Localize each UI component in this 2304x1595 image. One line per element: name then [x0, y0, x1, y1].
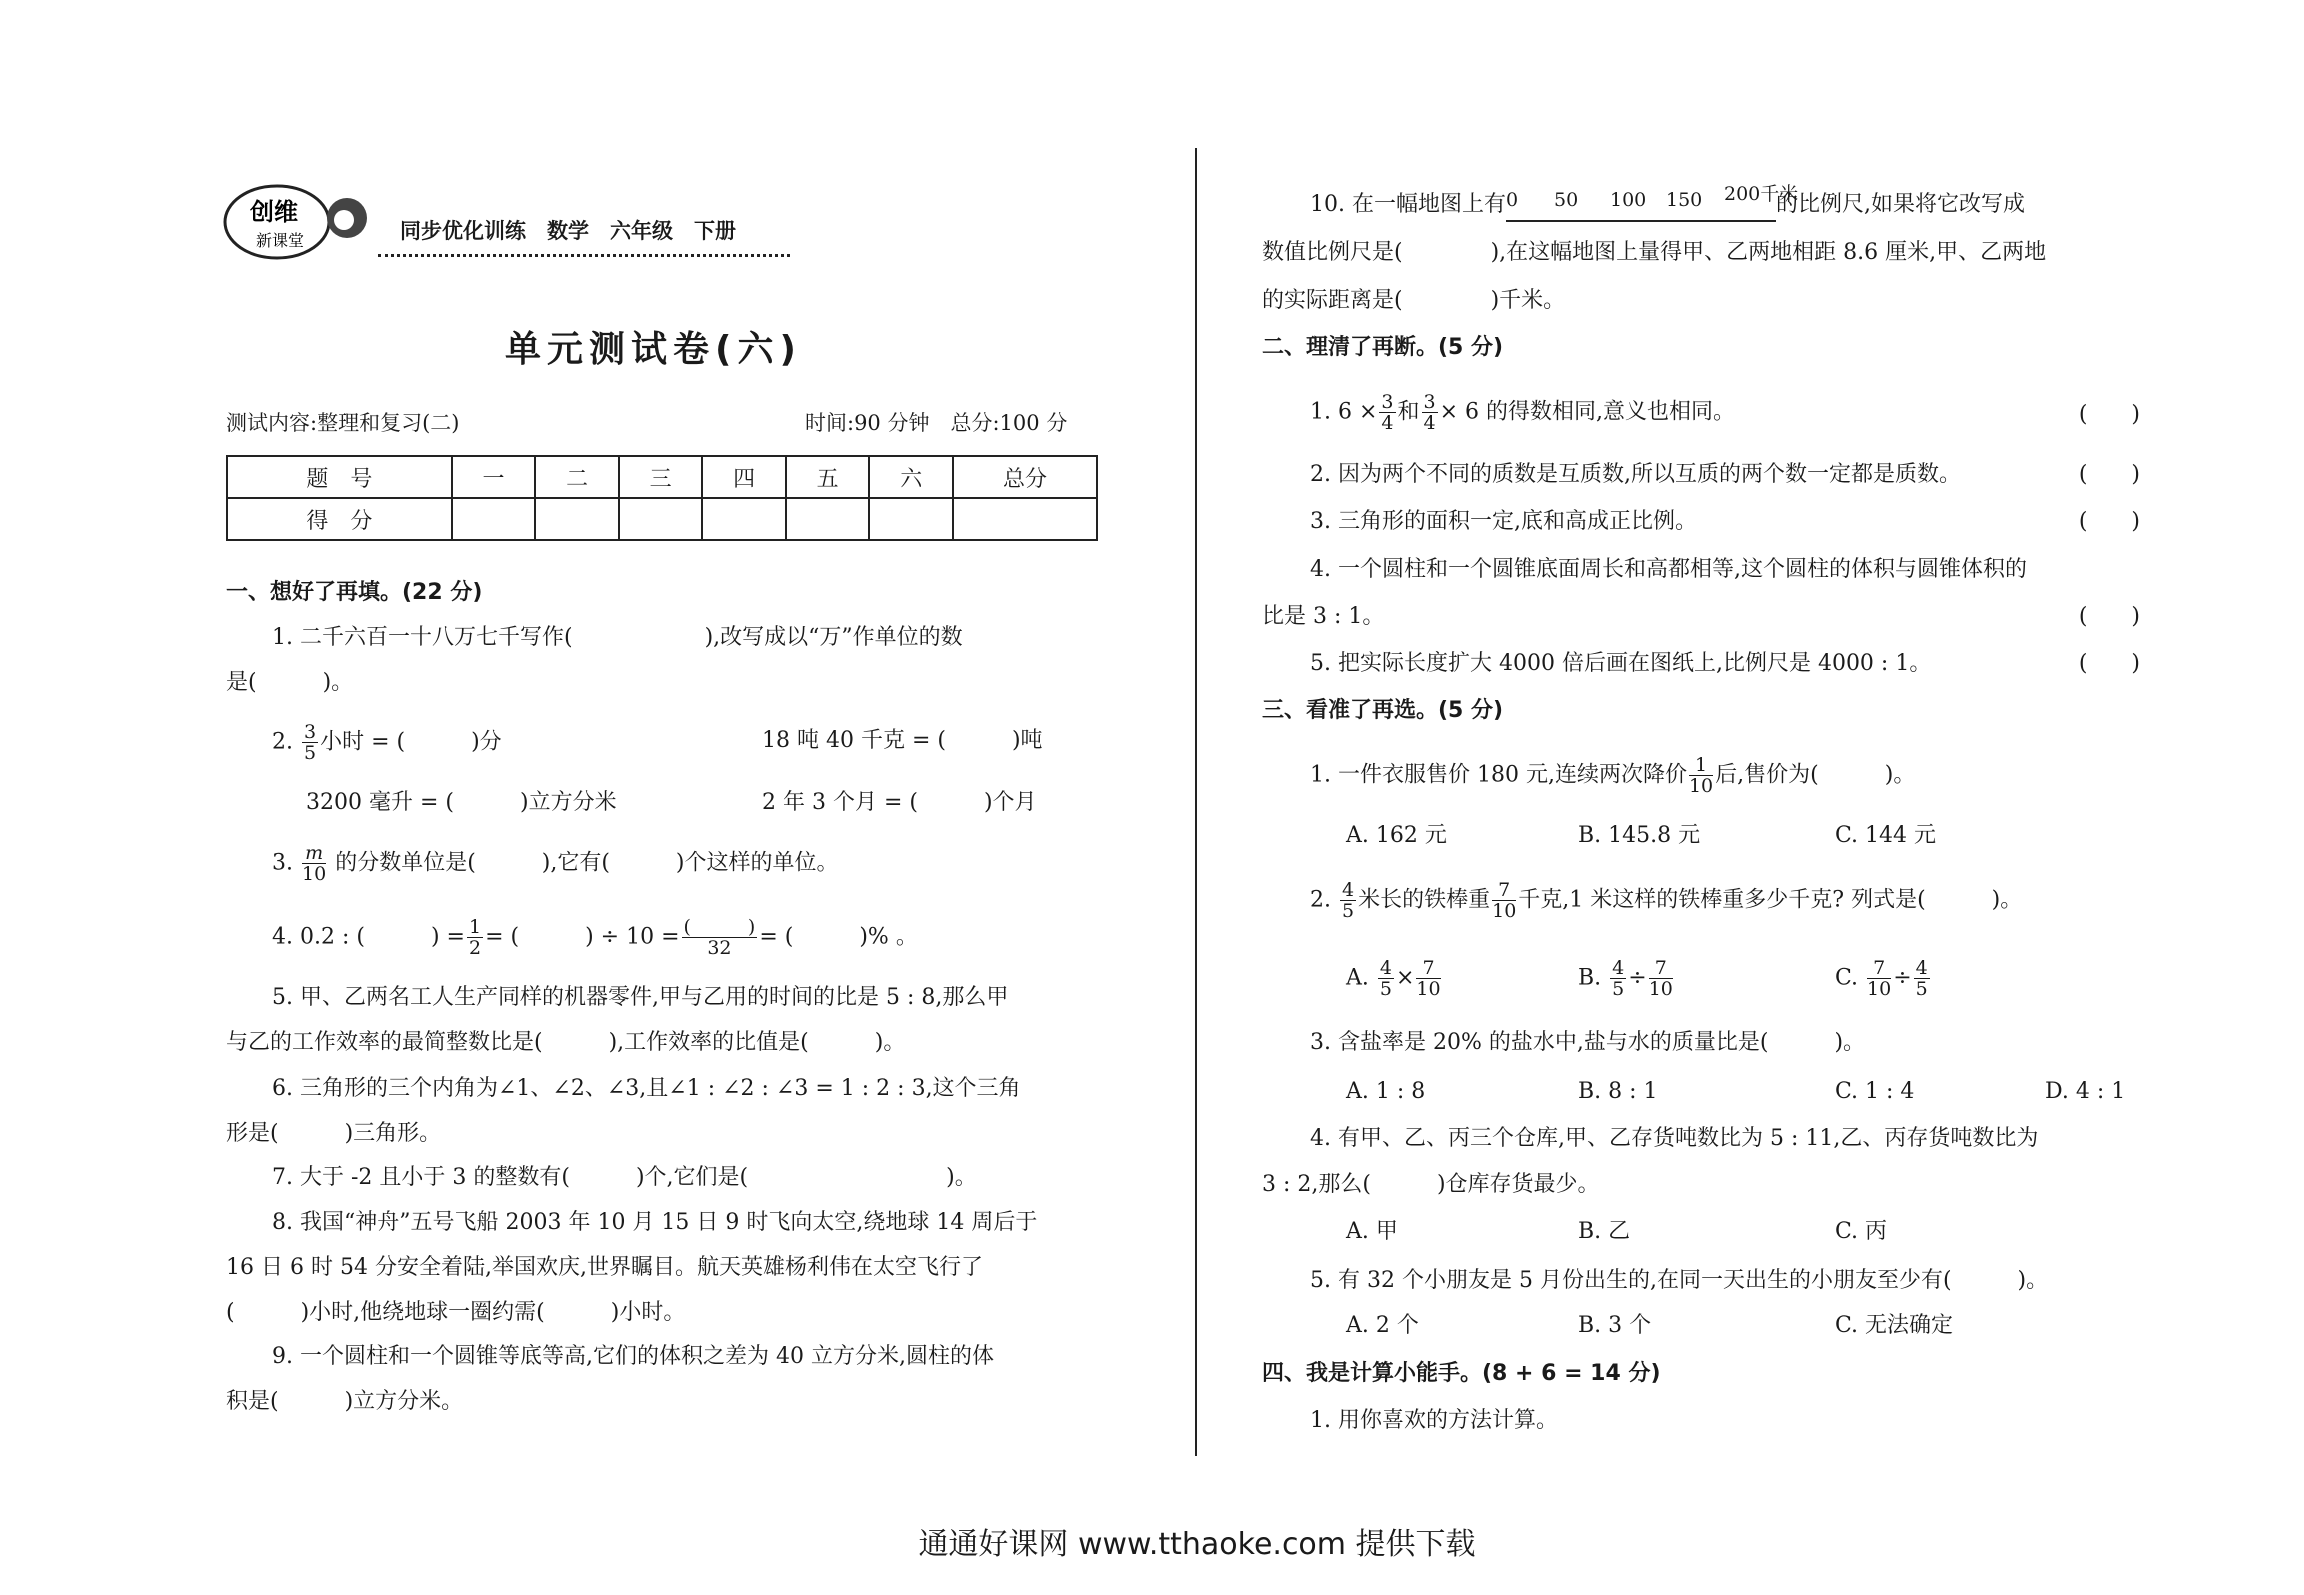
- test-time-score: 时间:90 分钟 总分:100 分: [805, 411, 1068, 435]
- table-cell: 三: [619, 456, 703, 498]
- option[interactable]: C. $\frac{7}{10}$ ÷ $\frac{4}{5}$: [1835, 957, 1928, 1000]
- question: 2. $\frac{4}{5}$ 米长的铁棒重 $\frac{7}{10}$ 千克,1 米这样的铁棒重多少千克? 列式是( )。: [1310, 879, 2023, 922]
- question: 5. 甲、乙两名工人生产同样的机器零件,甲与乙用的时间的比是 5 : 8,那么甲: [272, 985, 1009, 1010]
- question: 2 年 3 个月 = ( )个月: [762, 790, 1037, 815]
- question: 1. 一件衣服售价 180 元,连续两次降价 $\frac{1}{10}$ 后,售价为( )。: [1310, 754, 1916, 797]
- table-cell: 五: [786, 456, 870, 498]
- table-row: [227, 456, 1097, 498]
- table-row: [227, 498, 1097, 540]
- score-cell[interactable]: [786, 498, 870, 540]
- question: 2. 因为两个不同的质数是互质数,所以互质的两个数一定都是质数。 ( ): [1310, 460, 2140, 490]
- option[interactable]: B. 145.8 元: [1578, 823, 1701, 848]
- question: 形是( )三角形。: [226, 1121, 442, 1146]
- question: 积是( )立方分米。: [226, 1389, 464, 1414]
- question: 1. 6 × $\frac{3}{4}$ 和 $\frac{3}{4}$ × 6 的得数相同,意义也相同。 ( ): [1310, 391, 2140, 434]
- table-cell: 二: [535, 456, 619, 498]
- question: 16 日 6 时 54 分安全着陆,举国欢庆,世界瞩目。航天英雄杨利伟在太空飞行了: [226, 1255, 983, 1280]
- section-3-heading: 三、看准了再选。(5 分): [1262, 698, 1504, 723]
- table-cell: 得 分: [227, 498, 452, 540]
- section-1-heading: 一、想好了再填。(22 分): [226, 580, 483, 605]
- question: 10. 在一幅地图上有 0 50 100 150 200千米 的比例尺,如果将它改写成: [1310, 190, 2025, 222]
- svg-text:新课堂: 新课堂: [256, 231, 305, 250]
- question: 是( )。: [226, 670, 354, 695]
- question: 3. 三角形的面积一定,底和高成正比例。 ( ): [1310, 507, 2140, 537]
- score-cell[interactable]: [869, 498, 953, 540]
- option[interactable]: A. 1 : 8: [1346, 1079, 1426, 1104]
- option[interactable]: B. 乙: [1578, 1219, 1631, 1244]
- logo: [222, 180, 382, 262]
- footer-watermark: 通通好课网 www.tthaoke.com 提供下载: [918, 1527, 1476, 1562]
- question: 与乙的工作效率的最简整数比是( ),工作效率的比值是( )。: [226, 1030, 906, 1055]
- option[interactable]: B. 8 : 1: [1578, 1079, 1658, 1104]
- table-cell: 六: [869, 456, 953, 498]
- option[interactable]: A. $\frac{4}{5}$ × $\frac{7}{10}$: [1346, 957, 1441, 1000]
- option[interactable]: C. 丙: [1835, 1219, 1888, 1244]
- question: 6. 三角形的三个内角为∠1、∠2、∠3,且∠1 : ∠2 : ∠3 = 1 : 2 : 3,这个三角: [272, 1076, 1021, 1101]
- question: 3. $\frac{m}{10}$ 的分数单位是( ),它有( )个这样的单位。: [272, 842, 839, 885]
- answer-paren[interactable]: ( ): [2078, 509, 2140, 534]
- table-cell: 一: [452, 456, 536, 498]
- question: 1. 用你喜欢的方法计算。: [1310, 1408, 1558, 1433]
- answer-paren[interactable]: ( ): [2078, 604, 2140, 629]
- option[interactable]: C. 144 元: [1835, 823, 1937, 848]
- question: 的实际距离是( )千米。: [1262, 288, 1566, 313]
- section-4-heading: 四、我是计算小能手。(8 + 6 = 14 分): [1262, 1361, 1661, 1386]
- question: ( )小时,他绕地球一圈约需( )小时。: [226, 1300, 686, 1325]
- score-table: [226, 455, 1098, 541]
- score-cell[interactable]: [619, 498, 703, 540]
- score-cell[interactable]: [702, 498, 786, 540]
- question: 1. 二千六百一十八万七千写作( ),改写成以“万”作单位的数: [272, 625, 963, 650]
- table-cell: 四: [702, 456, 786, 498]
- question: 8. 我国“神舟”五号飞船 2003 年 10 月 15 日 9 时飞向太空,绕地球 14 周后于: [272, 1210, 1038, 1235]
- header-series: 同步优化训练 数学 六年级 下册: [400, 219, 736, 243]
- question: 3 : 2,那么( )仓库存货最少。: [1262, 1172, 1600, 1197]
- score-cell[interactable]: [953, 498, 1097, 540]
- test-content: 测试内容:整理和复习(二): [226, 411, 460, 435]
- option[interactable]: A. 甲: [1346, 1219, 1398, 1244]
- svg-text:创维: 创维: [250, 198, 298, 226]
- question: 7. 大于 -2 且小于 3 的整数有( )个,它们是( )。: [272, 1165, 977, 1190]
- section-2-heading: 二、理清了再断。(5 分): [1262, 335, 1504, 360]
- option[interactable]: B. $\frac{4}{5}$ ÷ $\frac{7}{10}$: [1578, 957, 1673, 1000]
- scale-bar: 0 50 100 150 200千米: [1506, 190, 1776, 222]
- question: 18 吨 40 千克 = ( )吨: [762, 728, 1043, 753]
- question: 5. 有 32 个小朋友是 5 月份出生的,在同一天出生的小朋友至少有( )。: [1310, 1268, 2049, 1293]
- question: 4. 0.2 : ( ) = $\frac{1}{2}$ = ( ) ÷ 10 = ( ) 32 = ( )% 。: [272, 916, 918, 959]
- question: 比是 3 : 1。 ( ): [1262, 602, 2140, 632]
- header-divider: [378, 254, 790, 257]
- question: 5. 把实际长度扩大 4000 倍后画在图纸上,比例尺是 4000 : 1。 ( ): [1310, 649, 2140, 679]
- table-cell: 总分: [953, 456, 1097, 498]
- page-title: 单元测试卷(六): [505, 329, 802, 370]
- score-cell[interactable]: [452, 498, 536, 540]
- question: 4. 一个圆柱和一个圆锥底面周长和高都相等,这个圆柱的体积与圆锥体积的: [1310, 557, 2027, 582]
- option[interactable]: A. 162 元: [1346, 823, 1447, 848]
- option[interactable]: C. 1 : 4: [1835, 1079, 1915, 1104]
- question: 数值比例尺是( ),在这幅地图上量得甲、乙两地相距 8.6 厘米,甲、乙两地: [1262, 240, 2047, 265]
- option[interactable]: A. 2 个: [1346, 1313, 1419, 1338]
- question: 9. 一个圆柱和一个圆锥等底等高,它们的体积之差为 40 立方分米,圆柱的体: [272, 1344, 994, 1369]
- answer-paren[interactable]: ( ): [2078, 462, 2140, 487]
- score-cell[interactable]: [535, 498, 619, 540]
- answer-paren[interactable]: ( ): [2078, 651, 2140, 676]
- option[interactable]: C. 无法确定: [1835, 1313, 1954, 1338]
- table-cell: 题 号: [227, 456, 452, 498]
- question: 3200 毫升 = ( )立方分米: [306, 790, 617, 815]
- option[interactable]: B. 3 个: [1578, 1313, 1652, 1338]
- column-divider: [1195, 148, 1197, 1456]
- question: 3. 含盐率是 20% 的盐水中,盐与水的质量比是( )。: [1310, 1030, 1866, 1055]
- question: 4. 有甲、乙、丙三个仓库,甲、乙存货吨数比为 5 : 11,乙、丙存货吨数比为: [1310, 1126, 2039, 1151]
- question: 2. $\frac{3}{5}$ 小时 = ( )分: [272, 721, 502, 764]
- option[interactable]: D. 4 : 1: [2045, 1079, 2126, 1104]
- answer-paren[interactable]: ( ): [2078, 402, 2140, 427]
